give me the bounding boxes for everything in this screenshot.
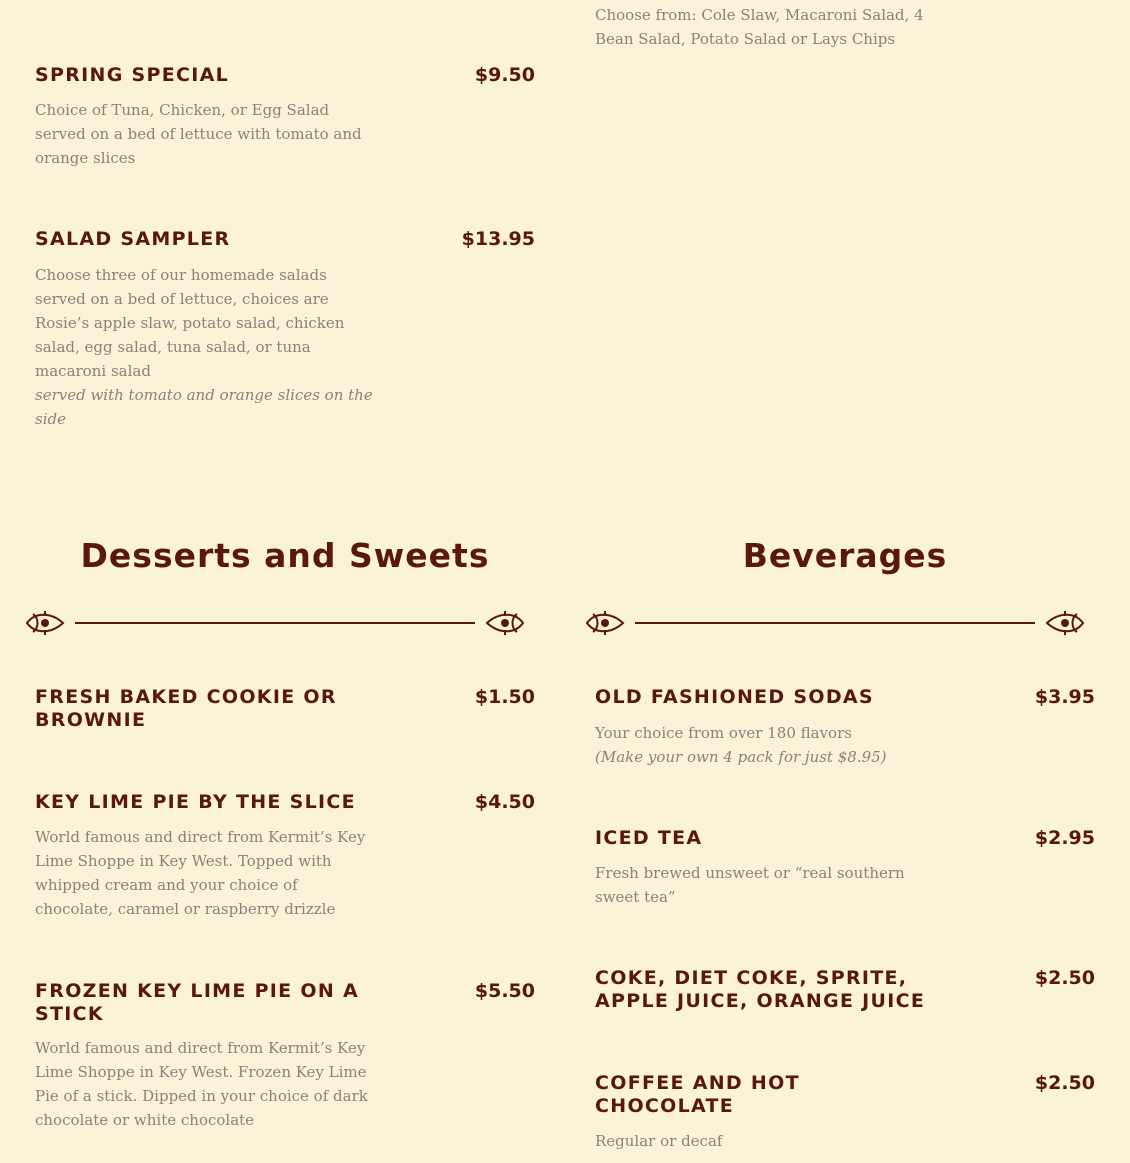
top-left-column <box>35 0 535 440</box>
item-description: Regular or decaf <box>595 1132 723 1150</box>
item-price: $4.50 <box>474 791 535 813</box>
ornament-left-icon <box>585 608 627 638</box>
item-price: $2.95 <box>1034 827 1095 849</box>
ornament-left-icon <box>25 608 67 638</box>
item-name: SPRING SPECIAL <box>35 64 230 86</box>
section-divider <box>585 608 1085 638</box>
item-note: served with tomato and orange slices on the side <box>35 386 373 428</box>
divider-line <box>75 622 475 624</box>
item-description: World famous and direct from Kermit’s Key Lime Shoppe in Key West. Topped with whipped cream and your choice of chocolate, caramel or raspberry drizzle <box>35 828 366 918</box>
section-divider <box>25 608 525 638</box>
top-right-column <box>595 0 1095 60</box>
item-description-text: Choose three of our homemade salads served on a bed of lettuce, choices are Rosie’s apple slaw, potato salad, chicken salad, egg salad, tuna salad, or tuna macaroni salad <box>35 266 345 380</box>
item-price: $9.50 <box>474 64 535 86</box>
item-price: $13.95 <box>461 228 535 250</box>
item-name: COFFEE AND HOT CHOCOLATE <box>595 1072 800 1117</box>
ornament-right-icon <box>483 608 525 638</box>
menu-item-cookie-brownie <box>35 686 535 746</box>
side-choices-description: Choose from: Cole Slaw, Macaroni Salad, 4 Bean Salad, Potato Salad or Lays Chips <box>595 6 924 48</box>
item-name: KEY LIME PIE BY THE SLICE <box>35 791 356 813</box>
item-description <box>35 263 380 431</box>
item-price: $1.50 <box>474 686 535 708</box>
item-name: FROZEN KEY LIME PIE ON A STICK <box>35 980 359 1025</box>
menu-item-frozen-key-lime <box>35 980 535 1130</box>
item-name: OLD FASHIONED SODAS <box>595 686 874 708</box>
menu-item-salad-sampler <box>35 228 535 428</box>
item-description: Fresh brewed unsweet or “real southern sweet tea” <box>595 864 905 906</box>
section-title-beverages: Beverages <box>742 536 948 575</box>
item-description <box>595 721 940 769</box>
item-description: Choice of Tuna, Chicken, or Egg Salad served on a bed of lettuce with tomato and orange slices <box>35 101 362 167</box>
item-name: FRESH BAKED COOKIE OR BROWNIE <box>35 686 337 731</box>
desserts-section <box>25 530 535 1160</box>
item-price: $3.95 <box>1034 686 1095 708</box>
item-description-text: Your choice from over 180 flavors <box>595 724 852 742</box>
menu-item-spring-special <box>35 64 535 184</box>
item-price: $2.50 <box>1034 1072 1095 1094</box>
item-note: (Make your own 4 pack for just $8.95) <box>595 748 887 766</box>
menu-item-iced-tea <box>595 827 1095 917</box>
divider-line <box>635 622 1035 624</box>
menu-item-coffee <box>595 1072 1095 1152</box>
item-name: COKE, DIET COKE, SPRITE, APPLE JUICE, ORANGE JUICE <box>595 967 926 1012</box>
item-price: $5.50 <box>474 980 535 1002</box>
section-title-desserts: Desserts and Sweets <box>80 536 490 575</box>
item-name: SALAD SAMPLER <box>35 228 231 250</box>
item-price: $2.50 <box>1034 967 1095 989</box>
menu-item-sodas <box>595 686 1095 776</box>
item-name: ICED TEA <box>595 827 703 849</box>
ornament-right-icon <box>1043 608 1085 638</box>
menu-item-key-lime-slice <box>35 791 535 921</box>
beverages-section <box>585 530 1095 1160</box>
menu-item-soft-drinks <box>595 967 1095 1027</box>
item-description: World famous and direct from Kermit’s Key Lime Shoppe in Key West. Frozen Key Lime Pie of a stick. Dipped in your choice of dark chocolate or white chocolate <box>35 1039 368 1129</box>
